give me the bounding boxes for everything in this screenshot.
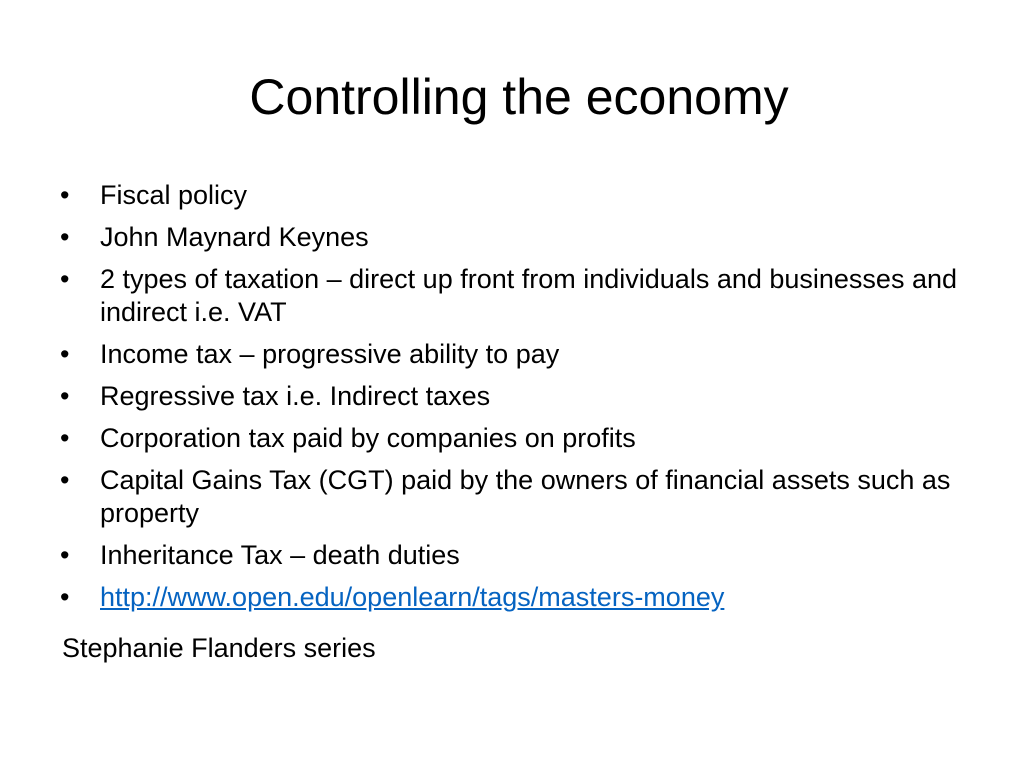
bullet-icon: • (60, 264, 70, 294)
footer-text: Stephanie Flanders series (62, 633, 376, 663)
bullet-text: Inheritance Tax – death duties (100, 540, 460, 570)
bullet-item-fiscal-policy (60, 179, 960, 212)
bullet-text: 2 types of taxation – direct up front from individuals and businesses and indirect i.e. VAT (100, 264, 957, 327)
bullet-item-keynes (60, 221, 960, 254)
bullet-item-regressive-tax (60, 380, 960, 413)
bullet-item-taxation-types (60, 263, 960, 329)
bullet-text: Fiscal policy (100, 180, 248, 210)
bullet-icon: • (60, 339, 70, 369)
bullet-icon: • (60, 381, 70, 411)
bullet-icon: • (60, 582, 70, 612)
bullet-icon: • (60, 180, 70, 210)
bullet-item-corporation-tax (60, 422, 960, 455)
bullet-text: Regressive tax i.e. Indirect taxes (100, 381, 491, 411)
bullet-item-inheritance-tax (60, 539, 960, 572)
bullet-icon: • (60, 540, 70, 570)
bullet-text: Income tax – progressive ability to pay (100, 339, 560, 369)
slide-title: Controlling the economy (249, 69, 789, 125)
bullet-text: John Maynard Keynes (100, 222, 369, 252)
bullet-item-capital-gains-tax (60, 464, 960, 530)
bullet-list (60, 179, 960, 623)
bullet-item-link (60, 581, 960, 614)
bullet-text: Capital Gains Tax (CGT) paid by the owners of financial assets such as property (100, 465, 951, 528)
openlearn-link[interactable]: http://www.open.edu/openlearn/tags/masters-money (100, 582, 725, 612)
bullet-icon: • (60, 465, 70, 495)
bullet-item-income-tax (60, 338, 960, 371)
bullet-icon: • (60, 222, 70, 252)
bullet-icon: • (60, 423, 70, 453)
bullet-text: Corporation tax paid by companies on profits (100, 423, 636, 453)
